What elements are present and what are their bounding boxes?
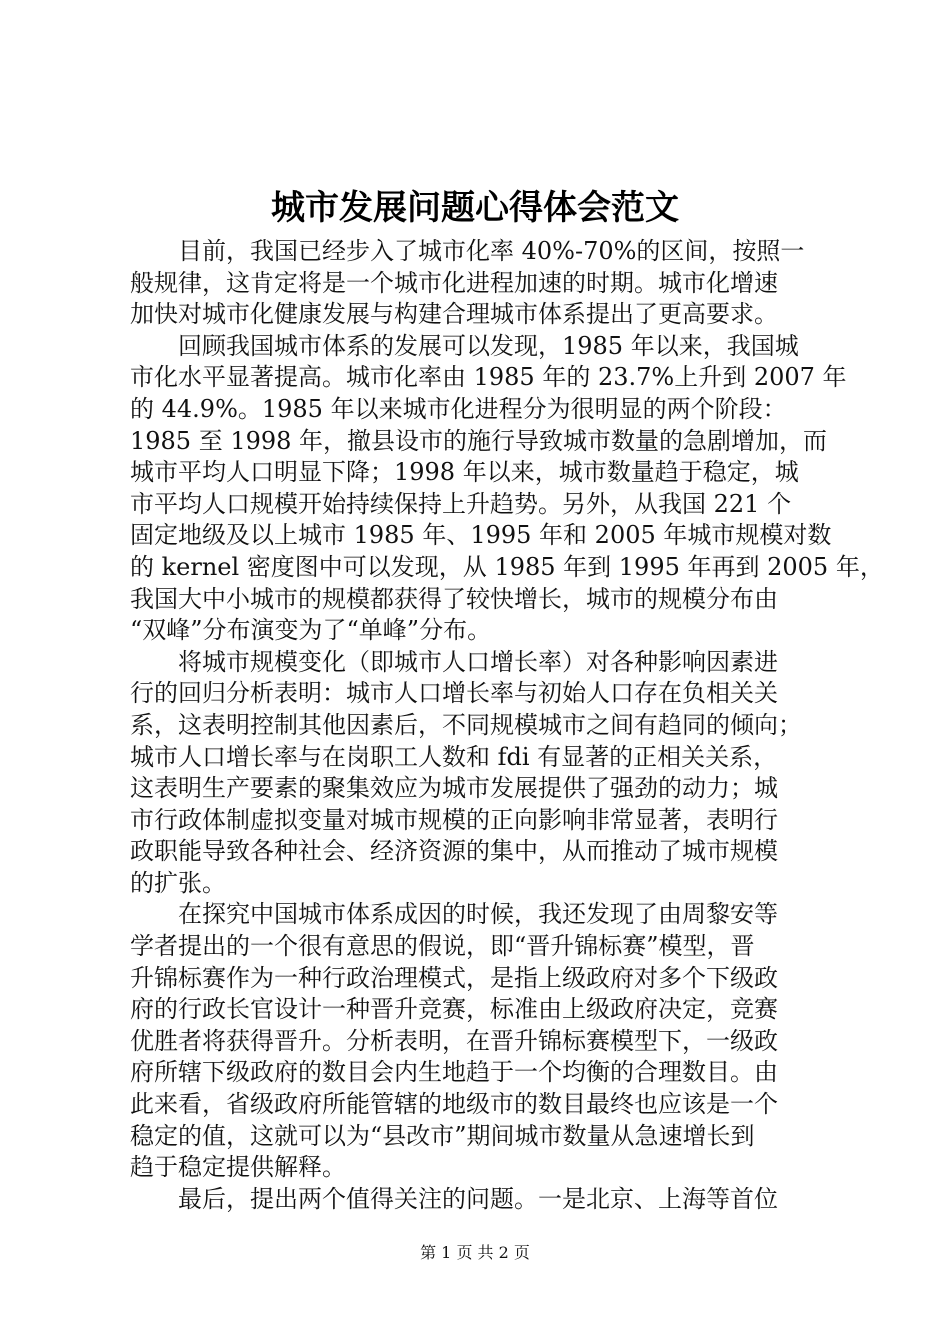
paragraph-line: 市平均人口规模开始持续保持上升趋势。另外，从我国 221 个	[130, 489, 792, 518]
paragraph	[130, 236, 830, 331]
paragraph	[130, 647, 830, 900]
paragraph-line: 固定地级及以上城市 1985 年、1995 年和 2005 年城市规模对数	[130, 521, 832, 550]
paragraph-line: 行的回归分析表明：城市人口增长率与初始人口存在负相关关	[130, 679, 778, 708]
paragraph-line: 的 kernel 密度图中可以发现，从 1985 年到 1995 年再到 2005 年，	[130, 552, 884, 581]
paragraph-line: 1985 至 1998 年，撤县设市的施行导致城市数量的急剧增加，而	[130, 426, 828, 455]
paragraph-line: 升锦标赛作为一种行政治理模式，是指上级政府对多个下级政	[130, 963, 778, 992]
paragraph-line: 我国大中小城市的规模都获得了较快增长，城市的规模分布由	[130, 584, 778, 613]
page-footer: 第 1 页 共 2 页	[420, 1243, 530, 1262]
paragraph-line: 市化水平显著提高。城市化率由 1985 年的 23.7%上升到 2007 年	[130, 363, 847, 392]
paragraph-line: 城市平均人口明显下降；1998 年以来，城市数量趋于稳定，城	[130, 458, 799, 487]
paragraph-line: 府所辖下级政府的数目会内生地趋于一个均衡的合理数目。由	[130, 1058, 778, 1087]
paragraph-line: 市行政体制虚拟变量对城市规模的正向影响非常显著，表明行	[130, 805, 778, 834]
paragraph-line: 此来看，省级政府所能管辖的地级市的数目最终也应该是一个	[130, 1090, 778, 1119]
paragraph-line: 最后，提出两个值得关注的问题。一是北京、上海等首位	[178, 1184, 778, 1213]
paragraph-line: 这表明生产要素的聚集效应为城市发展提供了强劲的动力；城	[130, 774, 778, 803]
paragraph-line: 系，这表明控制其他因素后，不同规模城市之间有趋同的倾向；	[130, 710, 802, 739]
paragraph-line: “双峰”分布演变为了“单峰”分布。	[130, 616, 492, 645]
paragraph-line: 般规律，这肯定将是一个城市化进程加速的时期。城市化增速	[130, 268, 778, 297]
paragraph	[130, 899, 830, 1183]
paragraph-line: 趋于稳定提供解释。	[130, 1153, 346, 1182]
paragraph-line: 的 44.9%。1985 年以来城市化进程分为很明显的两个阶段：	[130, 394, 787, 423]
paragraph-line: 在探究中国城市体系成因的时候，我还发现了由周黎安等	[178, 900, 778, 929]
document-title: 城市发展问题心得体会范文	[271, 188, 679, 228]
paragraph-line: 优胜者将获得晋升。分析表明，在晋升锦标赛模型下，一级政	[130, 1026, 778, 1055]
paragraph-line: 学者提出的一个很有意思的假说，即“晋升锦标赛”模型，晋	[130, 932, 755, 961]
document-body	[130, 236, 884, 1215]
paragraph-line: 将城市规模变化（即城市人口增长率）对各种影响因素进	[178, 647, 778, 676]
paragraph	[130, 1184, 830, 1216]
paragraph-line: 稳定的值，这就可以为“县改市”期间城市数量从急速增长到	[130, 1121, 755, 1150]
paragraph-line: 目前，我国已经步入了城市化率 40%-70%的区间，按照一	[178, 237, 805, 265]
paragraph-line: 的扩张。	[130, 868, 226, 897]
paragraph	[130, 331, 884, 647]
paragraph-line: 加快对城市化健康发展与构建合理城市体系提出了更高要求。	[130, 300, 778, 329]
paragraph-line: 城市人口增长率与在岗职工人数和 fdi 有显著的正相关关系，	[130, 742, 778, 771]
paragraph-line: 回顾我国城市体系的发展可以发现，1985 年以来，我国城	[178, 331, 799, 360]
paragraph-line: 府的行政长官设计一种晋升竞赛，标准由上级政府决定，竞赛	[130, 995, 778, 1024]
paragraph-line: 政职能导致各种社会、经济资源的集中，从而推动了城市规模	[130, 837, 778, 866]
